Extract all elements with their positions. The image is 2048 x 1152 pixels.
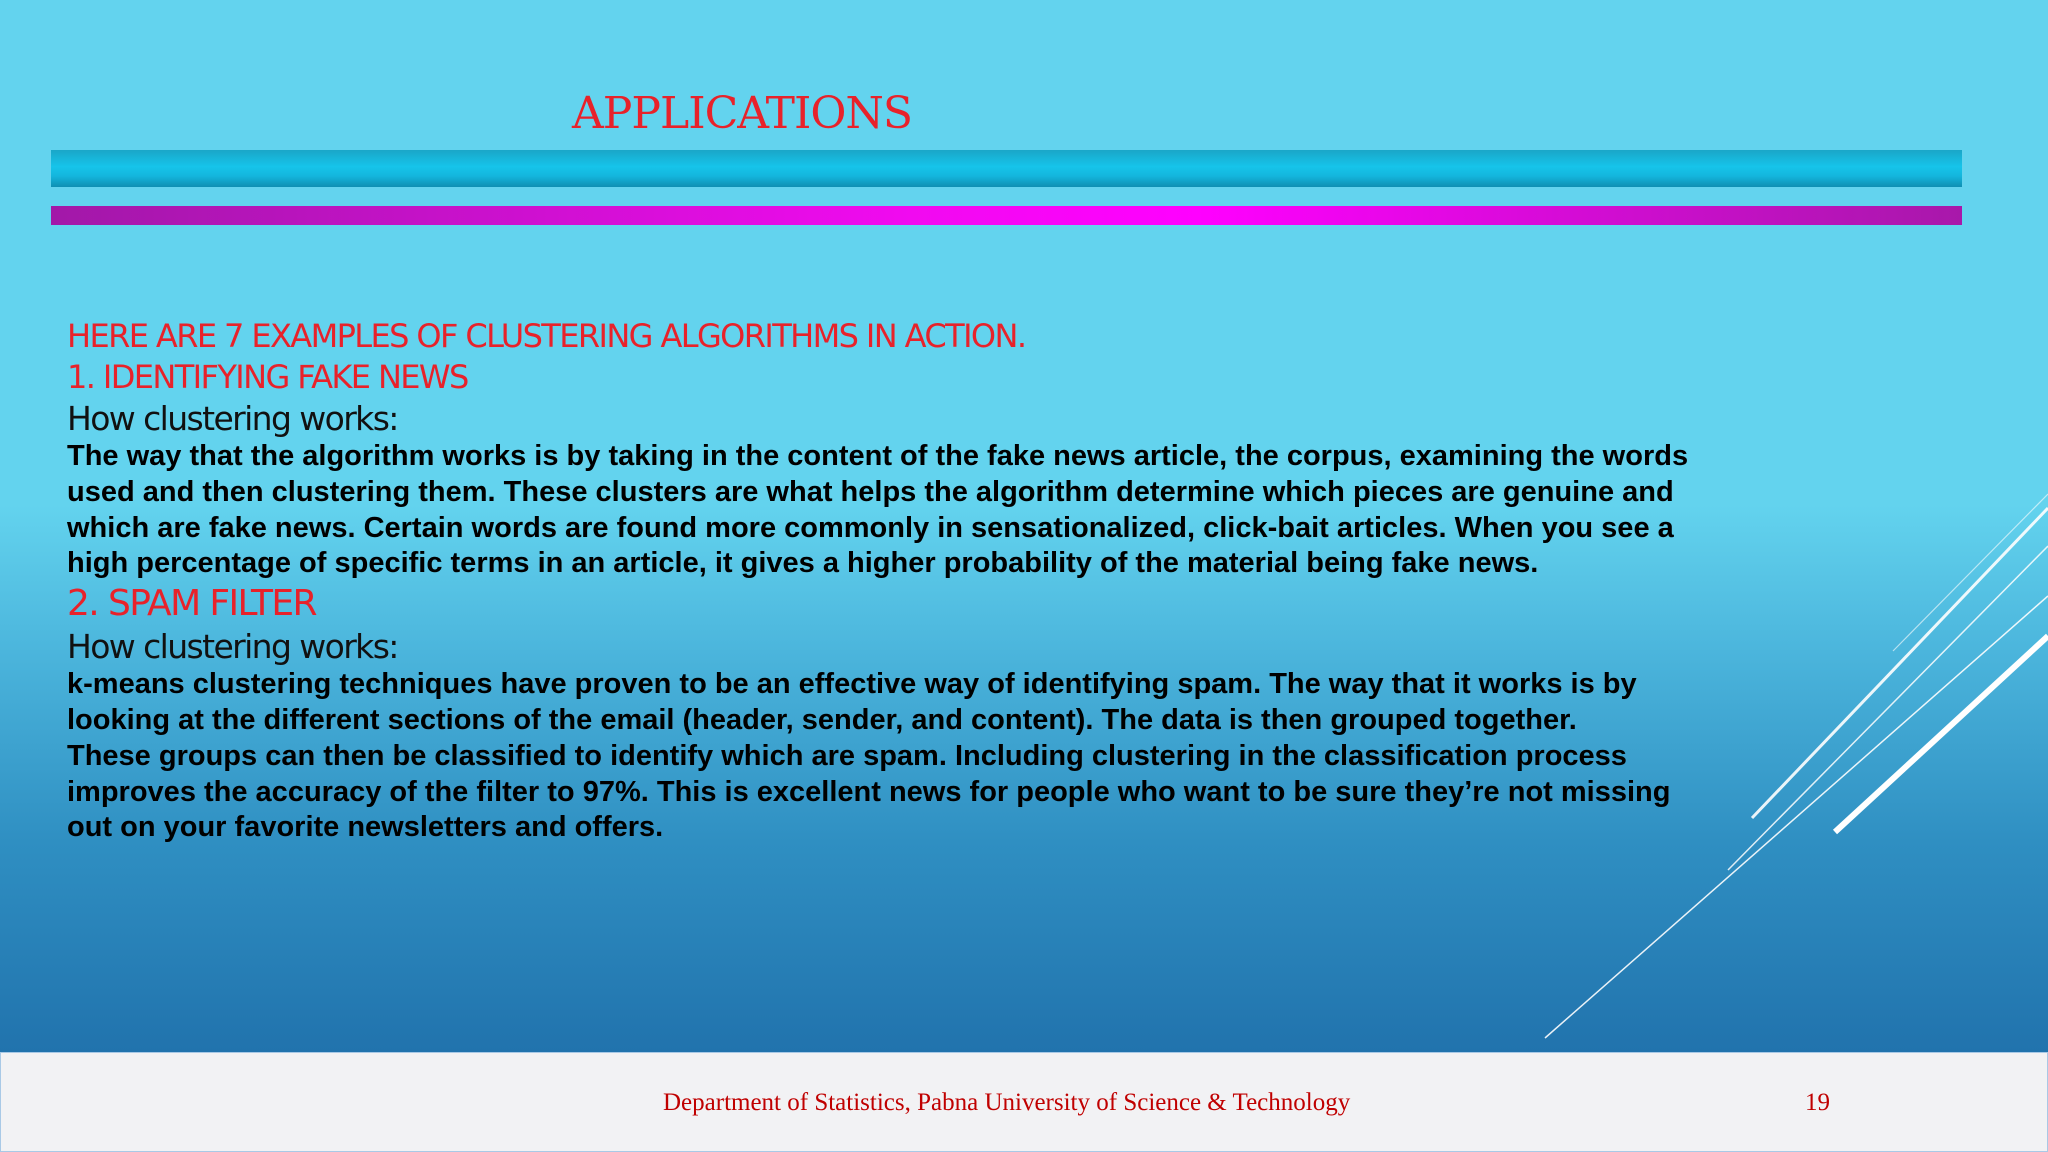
section-paragraph: The way that the algorithm works is by taking in the content of the fake news article, the corpus, examining the words used and then clustering them. These clusters are what helps the algorithm determine which pieces are genuine and which are fake news. Certain words are found more commonly in sensationalized, click-bait articles. When you see a high percentage of specific terms in an article, it gives a higher probability of the material being fake news.: [67, 440, 1689, 580]
section-subheading: How clustering works:: [67, 399, 398, 438]
slide-title: APPLICATIONS: [572, 88, 913, 139]
section-heading-spam-filter: 2. SPAM FILTER: [67, 583, 316, 625]
footer-text: Department of Statistics, Pabna University of Science & Technology: [663, 1089, 1351, 1116]
accent-bar: [51, 206, 1962, 225]
section-heading-fake-news: 1. IDENTIFYING FAKE NEWS: [67, 358, 468, 396]
title-underline-bar: [51, 150, 1962, 187]
page-number: 19: [1805, 1089, 1830, 1116]
section-paragraph: These groups can then be classified to identify which are spam. Including clustering in the classification process improves the accuracy of the filter to 97%. This is excellent news for people who want to be sure they’re not missing out on your favorite newsletters and offers.: [67, 739, 1671, 844]
section-paragraph: k-means clustering techniques have proven to be an effective way of identifying spam. The way that it works is by looking at the different sections of the email (header, sender, and content). The data is then grouped together.: [67, 668, 1637, 736]
slide-content: [67, 316, 1707, 846]
slide-footer: [0, 1052, 2048, 1152]
section-subheading: How clustering works:: [67, 627, 398, 667]
intro-heading: HERE ARE 7 EXAMPLES OF CLUSTERING ALGORITHMS IN ACTION.: [67, 317, 1026, 355]
